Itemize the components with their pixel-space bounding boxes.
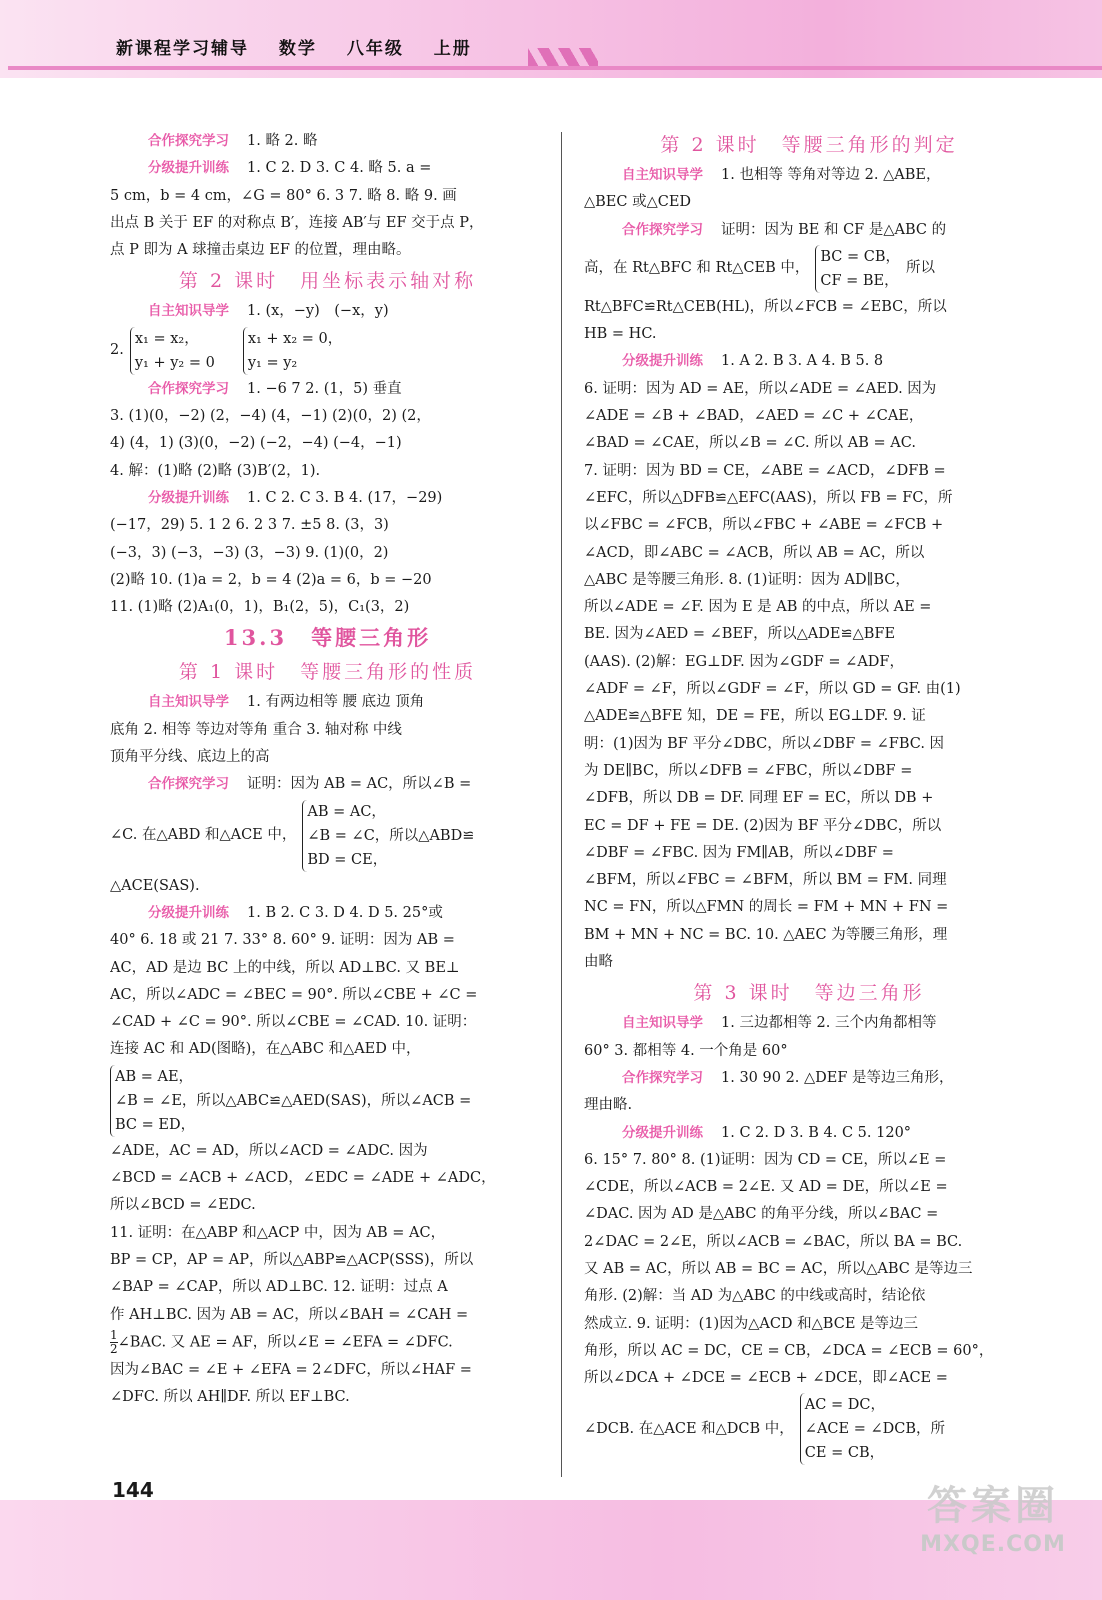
answer-line: ∠ADF = ∠F，所以∠GDF = ∠F，所以 GD = GF. 由(1) — [584, 681, 961, 698]
answer-line: (AAS). (2)解：EG⊥DF. 因为∠GDF = ∠ADF， — [584, 653, 904, 670]
section-heading: 13.3 等腰三角形 — [223, 625, 432, 651]
header-stripes — [528, 48, 598, 68]
answer-text: 1. A 2. B 3. A 4. B 5. 8 — [721, 353, 884, 370]
answer-line: AC，AD 是边 BC 上的中线，所以 AD⊥BC. 又 BE⊥ — [110, 959, 460, 976]
answer-text: 高，在 Rt△BFC 和 Rt△CEB 中， — [584, 260, 810, 277]
answer-line: 6. 15° 7. 80° 8. (1)证明：因为 CD = CE，所以∠E = — [584, 1151, 947, 1168]
answer-line: 11. 证明：在△ABP 和△ACP 中，因为 AB = AC， — [110, 1224, 446, 1241]
equation-system-row — [110, 800, 545, 872]
fraction-numerator: 1 — [110, 1328, 118, 1342]
answer-block — [110, 689, 545, 716]
watermark-url: MXQE.COM — [920, 1532, 1066, 1557]
equation: AB = AC， — [307, 803, 386, 820]
answer-line: 然成立. 9. 证明：(1)因为△ACD 和△BCE 是等边三 — [584, 1315, 919, 1332]
answer-line: 40° 6. 18 或 21 7. 33° 8. 60° 9. 证明：因为 AB = — [110, 932, 455, 949]
answer-line: 所以∠DCA + ∠DCE = ∠ECB + ∠DCE，即∠ACE = — [584, 1370, 948, 1387]
answer-line: △BEC 或△CED — [584, 194, 692, 211]
answer-line: 所以∠BCD = ∠EDC. — [110, 1197, 256, 1214]
answer-block — [584, 217, 1034, 244]
answer-line: 理由略. — [584, 1097, 633, 1114]
answer-text: 1. 30 90 2. △DEF 是等边三角形， — [721, 1069, 954, 1086]
equation-system-row — [584, 245, 1034, 293]
section-tag: 分级提升训练 — [148, 489, 229, 506]
answer-line: 5 cm，b = 4 cm，∠G = 80° 6. 3 7. 略 8. 略 9. 画 — [110, 187, 457, 204]
section-tag: 自主知识导学 — [148, 303, 229, 320]
lesson-heading: 第 3 课时 等边三角形 — [693, 982, 925, 1005]
answer-line: ∠BFM，所以∠FBC = ∠BFM，所以 BM = FM. 同理 — [584, 872, 947, 889]
section-tag: 自主知识导学 — [622, 167, 703, 183]
answer-block — [110, 485, 545, 512]
answer-line — [110, 1329, 545, 1357]
answer-text: 1. C 2. D 3. C 4. 略 5. a = — [247, 160, 432, 177]
left-column — [110, 128, 545, 1411]
equation-system — [302, 800, 474, 872]
answer-text: 证明：因为 BE 和 CF 是△ABC 的 — [721, 221, 947, 238]
section-tag: 分级提升训练 — [148, 160, 229, 177]
answer-line: 为 DE∥BC，所以∠DFB = ∠FBC，所以∠DBF = — [584, 762, 913, 779]
answer-line: 连接 AC 和 AD(图略)，在△ABC 和△AED 中， — [110, 1041, 421, 1058]
section-tag: 分级提升训练 — [622, 1124, 703, 1141]
answer-line: 3. (1)(0，−2) (2，−4) (4，−1) (2)(0，2) (2， — [110, 408, 431, 425]
answer-line: 4) (4，1) (3)(0，−2) (−2，−4) (−4，−1) — [110, 435, 402, 452]
lesson-heading: 第 1 课时 等腰三角形的性质 — [178, 661, 477, 684]
equation: y₁ + y₂ = 0 — [134, 354, 215, 371]
equation: ∠B = ∠E，所以△ABC≌△AED(SAS)，所以∠ACB = — [115, 1092, 472, 1109]
answer-line: 因为∠BAC = ∠E + ∠EFA = 2∠DFC，所以∠HAF = — [110, 1361, 472, 1378]
answer-line: ∠EFC，所以△DFB≌△EFC(AAS)，所以 FB = FC，所 — [584, 489, 953, 506]
answer-line: AC，所以∠ADC = ∠BEC = 90°. 所以∠CBE + ∠C = — [110, 986, 478, 1003]
answer-line: 明：(1)因为 BF 平分∠DBC，所以∠DBF = ∠FBC. 因 — [584, 735, 945, 752]
answer-line: ∠DFB，所以 DB = DF. 同理 EF = EC，所以 DB + — [584, 790, 934, 807]
answer-line: 4. 解：(1)略 (2)略 (3)B′(2，1). — [110, 462, 321, 479]
answer-text: 1. C 2. D 3. B 4. C 5. 120° — [721, 1124, 912, 1141]
section-tag: 合作探究学习 — [148, 380, 229, 397]
fraction — [110, 1329, 118, 1356]
equation: ∠B = ∠C，所以△ABD≌ — [307, 827, 475, 844]
section-tag: 自主知识导学 — [622, 1015, 703, 1032]
watermark-logo: 答案圈 — [927, 1483, 1059, 1529]
watermark — [908, 1480, 1078, 1557]
answer-line: 7. 证明：因为 BD = CE，∠ABE = ∠ACD，∠DFB = — [584, 462, 946, 479]
answer-line: EC = DF + FE = DE. (2)因为 BF 平分∠DBC，所以 — [584, 817, 942, 834]
answer-line: (2)略 10. (1)a = 2，b = 4 (2)a = 6，b = −20 — [110, 571, 432, 588]
answer-line: ∠DFC. 所以 AH∥DF. 所以 EF⊥BC. — [110, 1388, 350, 1405]
section-tag: 分级提升训练 — [148, 904, 229, 921]
answer-text: 1. 有两边相等 腰 底边 顶角 — [247, 694, 425, 711]
answer-block — [584, 348, 1034, 375]
answer-text: 1. C 2. C 3. B 4. (17，−29) — [247, 489, 443, 506]
answer-text: 证明：因为 AB = AC，所以∠B = — [247, 776, 472, 793]
answer-text: 1. 略 2. 略 — [247, 133, 318, 149]
equation-system-row — [110, 327, 545, 375]
column-divider — [561, 132, 562, 1477]
section-tag: 合作探究学习 — [622, 221, 703, 238]
answer-text: 1. −6 7 2. (1，5) 垂直 — [247, 380, 402, 397]
equation: AB = AE， — [115, 1068, 194, 1085]
answer-line: ∠CAD + ∠C = 90°. 所以∠CBE = ∠CAD. 10. 证明： — [110, 1014, 477, 1031]
header-rule — [8, 66, 1102, 70]
answer-block — [110, 155, 545, 182]
equation: y₁ = y₂ — [247, 354, 298, 371]
answer-text: 1. 三边都相等 2. 三个内角都相等 — [721, 1015, 937, 1032]
section-tag: 分级提升训练 — [622, 353, 703, 370]
equation-system — [800, 1393, 945, 1465]
running-header — [116, 34, 494, 59]
answer-block — [110, 128, 545, 155]
lesson-heading: 第 2 课时 等腰三角形的判定 — [660, 134, 958, 156]
answer-line: 60° 3. 都相等 4. 一个角是 60° — [584, 1042, 788, 1059]
answer-line: 所以∠ADE = ∠F. 因为 E 是 AB 的中点，所以 AE = — [584, 599, 932, 616]
answer-line: △ADE≌△BFE 知，DE = FE，所以 EG⊥DF. 9. 证 — [584, 708, 926, 725]
equation-system-row — [584, 1393, 1034, 1465]
answer-line: 底角 2. 相等 等边对等角 重合 3. 轴对称 中线 — [110, 721, 402, 738]
answer-block — [110, 900, 545, 927]
equation-system — [130, 327, 215, 375]
answer-line: Rt△BFC≌Rt△CEB(HL)，所以∠FCB = ∠EBC，所以 — [584, 298, 947, 315]
equation-system-row — [110, 1065, 545, 1137]
answer-line: NC = FN，所以△FMN 的周长 = FM + MN + FN = — [584, 899, 949, 916]
answer-line: 2∠DAC = 2∠E，所以∠ACB = ∠BAC，所以 BA = BC. — [584, 1233, 963, 1250]
answer-line: 角形. (2)解：当 AD 为△ABC 的中线或高时，结论依 — [584, 1288, 926, 1305]
answer-line: ∠DAC. 因为 AD 是△ABC 的角平分线，所以∠BAC = — [584, 1206, 939, 1223]
answer-block — [110, 771, 545, 798]
answer-text: ∠DCB. 在△ACE 和△DCB 中， — [584, 1420, 794, 1437]
equation: AC = DC， — [804, 1397, 885, 1414]
lesson-heading: 第 2 课时 用坐标表示轴对称 — [178, 270, 477, 293]
answer-text: ∠BAC. 又 AE = AF，所以∠E = ∠EFA = ∠DFC. — [117, 1334, 453, 1351]
answer-block — [584, 162, 1034, 189]
answer-text: 1. B 2. C 3. D 4. D 5. 25°或 — [247, 904, 443, 921]
answer-line: ∠BAP = ∠CAP，所以 AD⊥BC. 12. 证明：过点 A — [110, 1279, 448, 1296]
answer-line: BE. 因为∠AED = ∠BEF，所以△ADE≌△BFE — [584, 626, 896, 643]
answer-text: ∠C. 在△ABD 和△ACE 中， — [110, 826, 297, 843]
answer-line: 11. (1)略 (2)A₁(0，1)，B₁(2，5)，C₁(3，2) — [110, 599, 410, 616]
equation: BC = CB， — [820, 248, 901, 265]
item-number: 2. — [110, 342, 124, 359]
answer-line: ∠BCD = ∠ACB + ∠ACD，∠EDC = ∠ADE + ∠ADC， — [110, 1170, 496, 1187]
answer-line: BP = CP，AP = AP，所以△ABP≌△ACP(SSS)，所以 — [110, 1251, 474, 1268]
answer-text: 1. 也相等 等角对等边 2. △ABE， — [721, 167, 941, 183]
answer-line: HB = HC. — [584, 326, 657, 343]
subject-label: 数学 — [278, 39, 317, 59]
section-tag: 合作探究学习 — [148, 133, 229, 149]
answer-block — [584, 1010, 1034, 1037]
equation: BD = CE， — [307, 851, 388, 868]
answer-line: (−17，29) 5. 1 2 6. 2 3 7. ±5 8. (3，3) — [110, 517, 389, 534]
answer-text: 所以 — [906, 260, 936, 277]
answer-line: 顶角平分线、底边上的高 — [110, 749, 270, 766]
equation: x₁ + x₂ = 0， — [247, 330, 343, 347]
section-tag: 合作探究学习 — [148, 776, 229, 793]
equation: BC = ED， — [115, 1116, 196, 1133]
answer-block — [110, 298, 545, 325]
answer-line: 点 P 即为 A 球撞击桌边 EF 的位置，理由略。 — [110, 242, 411, 259]
equation: x₁ = x₂， — [134, 330, 199, 347]
answer-line: 6. 证明：因为 AD = AE，所以∠ADE = ∠AED. 因为 — [584, 380, 937, 397]
section-tag: 自主知识导学 — [148, 694, 229, 711]
equation-system — [243, 327, 342, 375]
equation: CF = BE， — [820, 272, 899, 289]
answer-line: ∠BAD = ∠CAE，所以∠B = ∠C. 所以 AB = AC. — [584, 435, 916, 452]
answer-text: 1. (x，−y) (−x，y) — [247, 303, 389, 320]
answer-line: ∠ACD，即∠ABC = ∠ACB，所以 AB = AC，所以 — [584, 544, 925, 561]
answer-line: 以∠FBC = ∠FCB，所以∠FBC + ∠ABE = ∠FCB + — [584, 517, 944, 534]
book-title: 新课程学习辅导 — [116, 39, 249, 59]
volume-label: 上册 — [433, 39, 472, 59]
answer-line: (−3，3) (−3，−3) (3，−3) 9. (1)(0，2) — [110, 544, 389, 561]
answer-block — [584, 1065, 1034, 1092]
equation-system — [815, 245, 900, 293]
section-tag: 合作探究学习 — [622, 1069, 703, 1086]
answer-line: △ACE(SAS). — [110, 877, 200, 894]
fraction-denominator: 2 — [110, 1341, 118, 1356]
page-number: 144 — [112, 1478, 154, 1502]
answer-line: ∠ADE = ∠B + ∠BAD，∠AED = ∠C + ∠CAE， — [584, 408, 924, 425]
answer-line: 出点 B 关于 EF 的对称点 B′，连接 AB′与 EF 交于点 P， — [110, 214, 484, 231]
answer-line: ∠DBF = ∠FBC. 因为 FM∥AB，所以∠DBF = — [584, 844, 894, 861]
answer-line: ∠ADE，AC = AD，所以∠ACD = ∠ADC. 因为 — [110, 1142, 428, 1159]
answer-line: 由略 — [584, 954, 613, 971]
answer-block — [584, 1120, 1034, 1147]
grade-label: 八年级 — [346, 39, 404, 59]
answer-line: △ABC 是等腰三角形. 8. (1)证明：因为 AD∥BC， — [584, 571, 910, 588]
equation: ∠ACE = ∠DCB，所 — [804, 1421, 945, 1438]
answer-line: BM + MN + NC = BC. 10. △AEC 为等腰三角形，理 — [584, 926, 948, 943]
equation-system — [110, 1065, 471, 1137]
equation: CE = CB， — [804, 1445, 885, 1462]
right-column — [584, 128, 1034, 1466]
answer-block — [110, 376, 545, 403]
answer-line: 角形，所以 AC = DC，CE = CB，∠DCA = ∠ECB = 60°， — [584, 1342, 994, 1359]
answer-line: ∠CDE，所以∠ACB = 2∠E. 又 AD = DE，所以∠E = — [584, 1179, 948, 1196]
answer-line: 又 AB = AC，所以 AB = BC = AC，所以△ABC 是等边三 — [584, 1260, 973, 1277]
answer-line: 作 AH⊥BC. 因为 AB = AC，所以∠BAH = ∠CAH = — [110, 1306, 469, 1323]
